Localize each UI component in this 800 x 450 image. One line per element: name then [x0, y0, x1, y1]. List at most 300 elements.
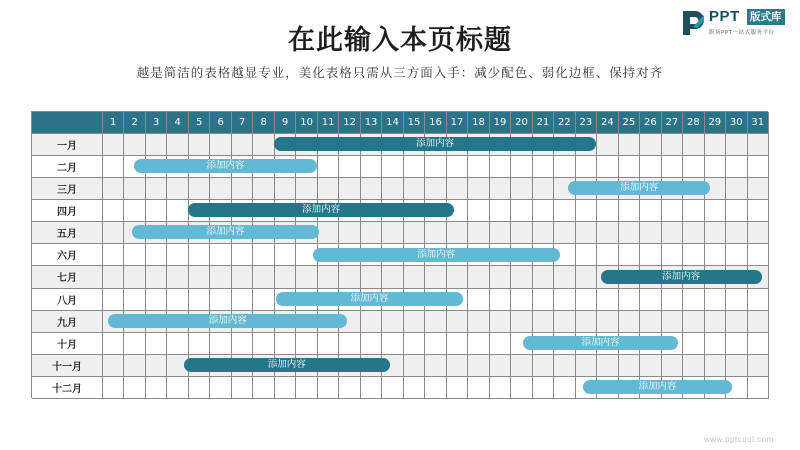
day-cell: [576, 333, 597, 355]
day-cell: [275, 156, 296, 178]
day-header: 9: [275, 112, 296, 134]
day-cell: [619, 244, 640, 266]
day-cell: [726, 134, 747, 156]
day-cell: [447, 377, 468, 399]
header-corner: [32, 112, 103, 134]
day-cell: [640, 156, 661, 178]
task-bar[interactable]: 添加内容: [276, 292, 463, 306]
day-cell: [662, 134, 683, 156]
day-cell: [705, 266, 726, 288]
day-cell: [640, 311, 661, 333]
day-cell: [662, 222, 683, 244]
month-label: 五月: [32, 222, 103, 244]
day-cell: [511, 311, 532, 333]
day-cell: [705, 289, 726, 311]
day-header: 15: [404, 112, 425, 134]
day-cell: [662, 377, 683, 399]
day-cell: [597, 244, 618, 266]
day-cell: [425, 134, 446, 156]
day-cell: [490, 289, 511, 311]
day-cell: [640, 355, 661, 377]
day-cell: [189, 311, 210, 333]
day-cell: [425, 178, 446, 200]
day-cell: [748, 377, 769, 399]
day-cell: [253, 355, 274, 377]
day-cell: [726, 311, 747, 333]
day-cell: [253, 266, 274, 288]
task-bar[interactable]: 添加内容: [523, 336, 678, 350]
month-label: 十二月: [32, 377, 103, 399]
day-cell: [554, 178, 575, 200]
day-cell: [726, 266, 747, 288]
logo-tag: 版式库: [747, 9, 785, 25]
day-cell: [232, 134, 253, 156]
day-cell: [210, 156, 231, 178]
day-cell: [146, 355, 167, 377]
day-cell: [468, 156, 489, 178]
month-label: 二月: [32, 156, 103, 178]
day-cell: [210, 355, 231, 377]
day-cell: [554, 156, 575, 178]
day-cell: [447, 134, 468, 156]
day-cell: [318, 333, 339, 355]
day-cell: [189, 178, 210, 200]
task-bar[interactable]: 添加内容: [601, 270, 762, 284]
day-cell: [339, 244, 360, 266]
day-cell: [425, 200, 446, 222]
day-header: 12: [339, 112, 360, 134]
page-subtitle: 越是简洁的表格越显专业，美化表格只需从三方面入手：减少配色、弱化边框、保持对齐: [136, 65, 664, 80]
day-cell: [447, 200, 468, 222]
day-cell: [339, 134, 360, 156]
day-cell: [554, 355, 575, 377]
day-cell: [361, 333, 382, 355]
day-header: 2: [124, 112, 145, 134]
day-cell: [662, 156, 683, 178]
day-cell: [189, 333, 210, 355]
day-cell: [425, 311, 446, 333]
day-cell: [597, 266, 618, 288]
day-cell: [597, 289, 618, 311]
day-cell: [296, 156, 317, 178]
day-cell: [210, 244, 231, 266]
day-cell: [683, 178, 704, 200]
task-bar[interactable]: 添加内容: [568, 181, 710, 195]
day-header: 5: [189, 112, 210, 134]
day-header: 24: [597, 112, 618, 134]
day-cell: [619, 200, 640, 222]
day-cell: [490, 333, 511, 355]
task-bar[interactable]: 添加内容: [184, 358, 390, 372]
day-cell: [490, 244, 511, 266]
day-cell: [232, 244, 253, 266]
day-cell: [748, 156, 769, 178]
day-cell: [146, 333, 167, 355]
day-cell: [253, 311, 274, 333]
day-cell: [683, 266, 704, 288]
day-header: 23: [576, 112, 597, 134]
day-cell: [447, 222, 468, 244]
day-cell: [662, 311, 683, 333]
day-cell: [146, 244, 167, 266]
day-cell: [339, 156, 360, 178]
day-cell: [275, 311, 296, 333]
day-cell: [189, 266, 210, 288]
day-cell: [490, 266, 511, 288]
day-cell: [124, 178, 145, 200]
day-cell: [748, 289, 769, 311]
day-cell: [275, 377, 296, 399]
day-cell: [167, 244, 188, 266]
day-cell: [210, 377, 231, 399]
day-cell: [103, 134, 124, 156]
day-cell: [533, 355, 554, 377]
day-cell: [640, 244, 661, 266]
day-header: 17: [447, 112, 468, 134]
day-cell: [253, 156, 274, 178]
day-cell: [683, 222, 704, 244]
day-cell: [103, 266, 124, 288]
day-cell: [103, 244, 124, 266]
day-cell: [124, 355, 145, 377]
day-cell: [167, 200, 188, 222]
day-cell: [468, 244, 489, 266]
day-cell: [339, 333, 360, 355]
task-bar[interactable]: 添加内容: [583, 380, 731, 394]
day-header: 20: [511, 112, 532, 134]
task-bar[interactable]: 添加内容: [313, 248, 560, 262]
day-header: 3: [146, 112, 167, 134]
day-cell: [361, 311, 382, 333]
day-cell: [232, 200, 253, 222]
day-cell: [576, 178, 597, 200]
day-header: 14: [382, 112, 403, 134]
day-cell: [296, 200, 317, 222]
day-cell: [619, 222, 640, 244]
day-cell: [425, 266, 446, 288]
day-cell: [554, 222, 575, 244]
day-cell: [275, 178, 296, 200]
day-cell: [275, 134, 296, 156]
day-cell: [619, 178, 640, 200]
day-cell: [404, 178, 425, 200]
day-cell: [533, 289, 554, 311]
day-cell: [640, 134, 661, 156]
day-cell: [124, 333, 145, 355]
day-cell: [468, 333, 489, 355]
day-cell: [404, 244, 425, 266]
day-cell: [146, 377, 167, 399]
day-cell: [361, 178, 382, 200]
day-cell: [662, 178, 683, 200]
task-bar[interactable]: 添加内容: [132, 225, 319, 239]
day-cell: [275, 266, 296, 288]
day-cell: [361, 266, 382, 288]
day-cell: [640, 266, 661, 288]
day-cell: [339, 355, 360, 377]
day-cell: [103, 200, 124, 222]
day-cell: [447, 355, 468, 377]
day-cell: [511, 377, 532, 399]
day-cell: [468, 355, 489, 377]
day-cell: [103, 311, 124, 333]
day-cell: [339, 222, 360, 244]
day-cell: [361, 289, 382, 311]
day-cell: [597, 355, 618, 377]
day-cell: [683, 156, 704, 178]
day-cell: [404, 266, 425, 288]
task-bar[interactable]: 添加内容: [274, 137, 596, 151]
day-cell: [167, 355, 188, 377]
day-cell: [382, 377, 403, 399]
day-cell: [425, 289, 446, 311]
day-cell: [232, 289, 253, 311]
day-cell: [404, 156, 425, 178]
day-cell: [554, 134, 575, 156]
day-cell: [576, 156, 597, 178]
day-cell: [533, 266, 554, 288]
day-cell: [705, 156, 726, 178]
day-cell: [619, 333, 640, 355]
day-header: 11: [318, 112, 339, 134]
day-cell: [232, 266, 253, 288]
day-cell: [425, 244, 446, 266]
day-cell: [683, 333, 704, 355]
day-cell: [683, 244, 704, 266]
day-cell: [253, 377, 274, 399]
day-cell: [662, 289, 683, 311]
day-cell: [124, 377, 145, 399]
day-cell: [167, 178, 188, 200]
day-cell: [726, 355, 747, 377]
day-cell: [447, 156, 468, 178]
day-cell: [533, 244, 554, 266]
day-cell: [146, 266, 167, 288]
day-cell: [382, 266, 403, 288]
day-cell: [404, 311, 425, 333]
day-cell: [683, 355, 704, 377]
day-cell: [361, 200, 382, 222]
day-cell: [447, 289, 468, 311]
day-cell: [447, 266, 468, 288]
day-cell: [167, 333, 188, 355]
day-cell: [490, 311, 511, 333]
day-cell: [232, 311, 253, 333]
day-cell: [296, 222, 317, 244]
day-cell: [146, 156, 167, 178]
day-cell: [468, 134, 489, 156]
day-cell: [318, 377, 339, 399]
day-cell: [705, 200, 726, 222]
day-cell: [382, 178, 403, 200]
day-cell: [361, 134, 382, 156]
day-cell: [167, 134, 188, 156]
day-cell: [124, 266, 145, 288]
day-cell: [597, 156, 618, 178]
day-cell: [189, 222, 210, 244]
day-cell: [382, 134, 403, 156]
day-cell: [662, 244, 683, 266]
day-cell: [318, 311, 339, 333]
day-cell: [705, 311, 726, 333]
day-cell: [103, 333, 124, 355]
day-cell: [146, 200, 167, 222]
day-cell: [339, 266, 360, 288]
day-cell: [662, 200, 683, 222]
day-cell: [253, 333, 274, 355]
day-cell: [253, 222, 274, 244]
day-header: 30: [726, 112, 747, 134]
day-header: 26: [640, 112, 661, 134]
day-cell: [425, 156, 446, 178]
day-cell: [447, 311, 468, 333]
day-cell: [705, 134, 726, 156]
day-cell: [576, 377, 597, 399]
day-cell: [425, 333, 446, 355]
day-cell: [232, 178, 253, 200]
day-cell: [511, 355, 532, 377]
day-header: 28: [683, 112, 704, 134]
day-cell: [124, 289, 145, 311]
day-cell: [253, 244, 274, 266]
day-cell: [146, 134, 167, 156]
day-cell: [339, 377, 360, 399]
day-cell: [705, 222, 726, 244]
day-cell: [275, 244, 296, 266]
day-cell: [296, 377, 317, 399]
day-cell: [189, 134, 210, 156]
day-cell: [296, 311, 317, 333]
day-cell: [318, 200, 339, 222]
day-cell: [253, 289, 274, 311]
day-cell: [726, 244, 747, 266]
day-cell: [468, 266, 489, 288]
day-cell: [275, 289, 296, 311]
day-cell: [404, 333, 425, 355]
day-cell: [318, 244, 339, 266]
day-cell: [533, 178, 554, 200]
day-cell: [318, 266, 339, 288]
day-header: 4: [167, 112, 188, 134]
month-label: 四月: [32, 200, 103, 222]
day-cell: [490, 178, 511, 200]
day-cell: [683, 134, 704, 156]
day-cell: [361, 244, 382, 266]
day-cell: [361, 377, 382, 399]
day-cell: [490, 222, 511, 244]
day-header: 31: [748, 112, 769, 134]
day-cell: [189, 244, 210, 266]
day-cell: [382, 156, 403, 178]
day-cell: [232, 156, 253, 178]
day-cell: [232, 333, 253, 355]
day-cell: [597, 377, 618, 399]
day-cell: [232, 222, 253, 244]
day-cell: [447, 178, 468, 200]
day-cell: [748, 200, 769, 222]
day-cell: [232, 377, 253, 399]
day-cell: [576, 289, 597, 311]
day-cell: [554, 244, 575, 266]
day-cell: [103, 377, 124, 399]
task-bar[interactable]: 添加内容: [134, 159, 317, 173]
day-cell: [511, 178, 532, 200]
day-cell: [554, 311, 575, 333]
day-cell: [447, 333, 468, 355]
day-cell: [124, 222, 145, 244]
day-cell: [533, 333, 554, 355]
day-header: 25: [619, 112, 640, 134]
day-cell: [318, 134, 339, 156]
day-cell: [748, 134, 769, 156]
day-cell: [748, 178, 769, 200]
day-cell: [339, 289, 360, 311]
day-cell: [640, 333, 661, 355]
day-cell: [210, 311, 231, 333]
task-bar[interactable]: 添加内容: [108, 314, 347, 328]
day-cell: [404, 377, 425, 399]
day-cell: [382, 355, 403, 377]
ppt-logo-icon: [680, 9, 706, 37]
day-header: 16: [425, 112, 446, 134]
day-cell: [318, 156, 339, 178]
day-cell: [103, 156, 124, 178]
day-cell: [554, 289, 575, 311]
day-cell: [318, 222, 339, 244]
day-cell: [511, 266, 532, 288]
day-cell: [597, 200, 618, 222]
day-cell: [210, 200, 231, 222]
day-cell: [210, 178, 231, 200]
month-label: 九月: [32, 311, 103, 333]
day-cell: [339, 311, 360, 333]
day-cell: [124, 134, 145, 156]
day-cell: [124, 200, 145, 222]
day-header: 18: [468, 112, 489, 134]
watermark: www.pptcool.com: [704, 435, 774, 444]
day-cell: [124, 244, 145, 266]
day-cell: [447, 244, 468, 266]
day-header: 7: [232, 112, 253, 134]
month-label: 七月: [32, 266, 103, 288]
day-cell: [468, 289, 489, 311]
day-cell: [167, 156, 188, 178]
day-cell: [382, 311, 403, 333]
day-cell: [619, 311, 640, 333]
day-cell: [361, 355, 382, 377]
day-cell: [382, 200, 403, 222]
day-cell: [640, 178, 661, 200]
day-cell: [404, 200, 425, 222]
logo-tagline: 职场PPT一站式服务平台: [709, 30, 775, 36]
task-bar[interactable]: 添加内容: [188, 203, 454, 217]
day-cell: [404, 134, 425, 156]
day-cell: [382, 244, 403, 266]
day-cell: [705, 377, 726, 399]
day-cell: [382, 333, 403, 355]
day-cell: [533, 200, 554, 222]
logo-brand-text: PPT: [709, 8, 740, 25]
day-cell: [511, 333, 532, 355]
day-cell: [683, 289, 704, 311]
day-cell: [683, 200, 704, 222]
day-cell: [339, 200, 360, 222]
day-header: 6: [210, 112, 231, 134]
day-cell: [726, 200, 747, 222]
day-cell: [576, 222, 597, 244]
day-cell: [576, 244, 597, 266]
day-cell: [189, 377, 210, 399]
